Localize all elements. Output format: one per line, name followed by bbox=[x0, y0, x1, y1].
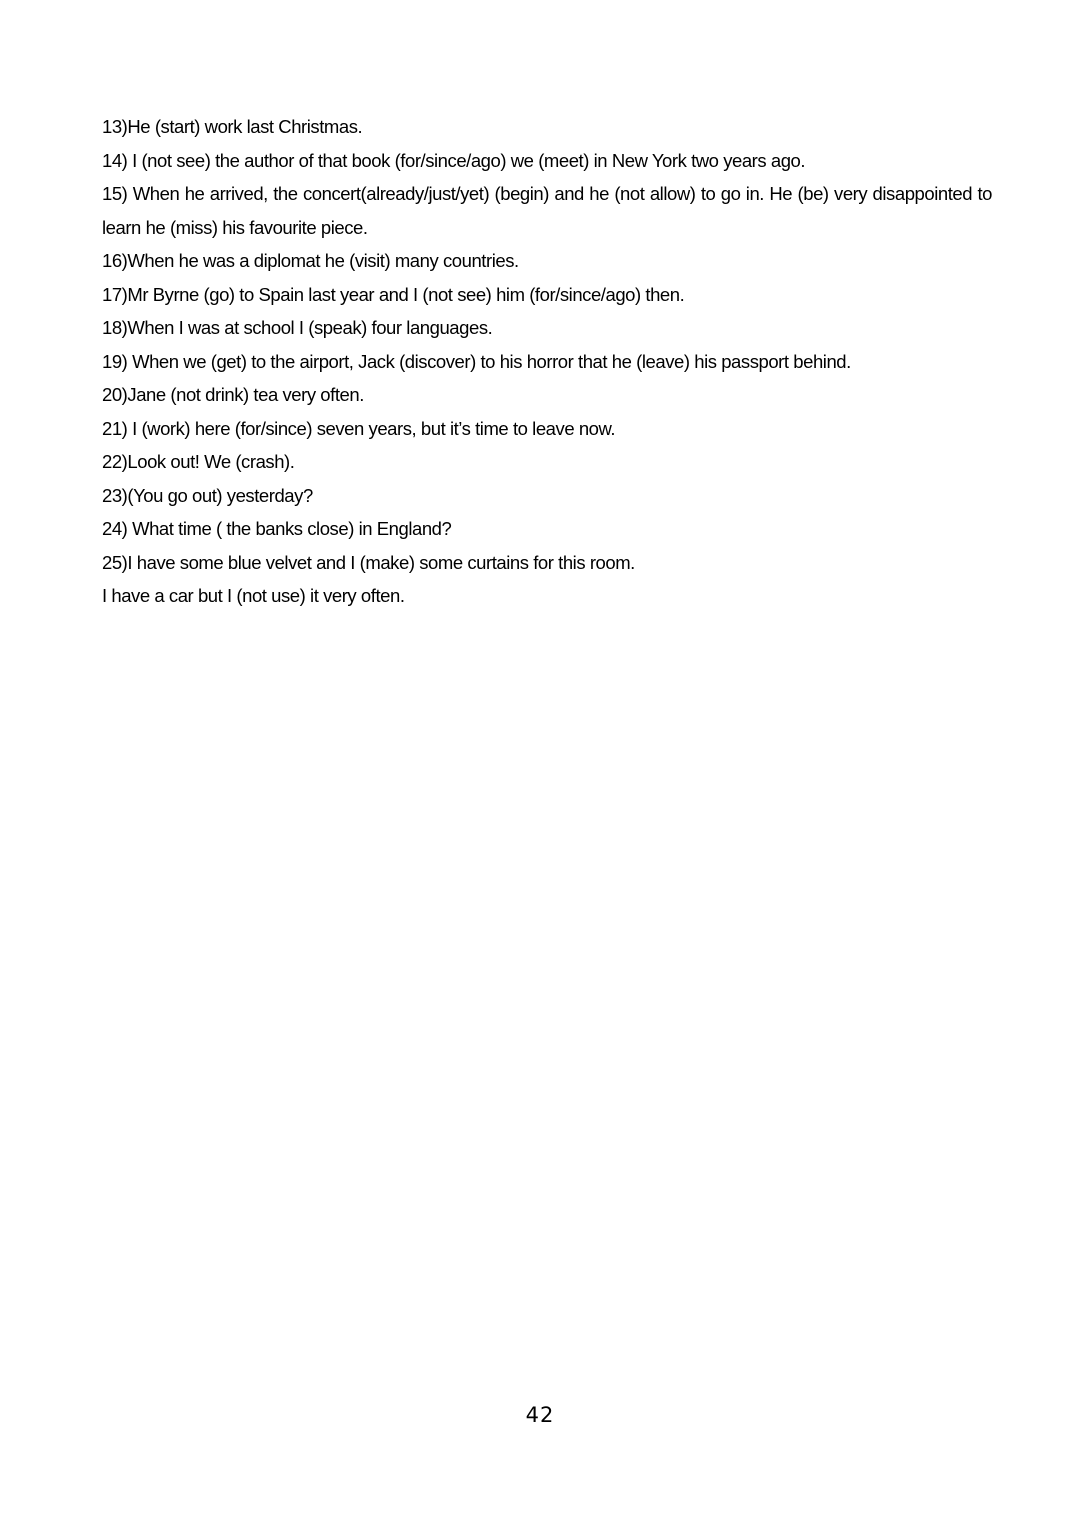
exercise-item-14: 14) I (not see) the author of that book (for/since/ago) we (meet) in New York two years ago. bbox=[102, 149, 806, 171]
exercise-item-21: 21) I (work) here (for/since) seven years, but it’s time to leave now. bbox=[102, 417, 616, 439]
exercise-item-23: 23)(You go out) yesterday? bbox=[102, 484, 313, 506]
exercise-item-17: 17)Mr Byrne (go) to Spain last year and I (not see) him (for/since/ago) then. bbox=[102, 283, 685, 305]
exercise-item-16: 16)When he was a diplomat he (visit) many countries. bbox=[102, 250, 519, 271]
exercise-item-20: 20)Jane (not drink) tea very often. bbox=[102, 384, 364, 405]
page-number: 42 bbox=[525, 1403, 555, 1427]
exercise-text bbox=[102, 110, 992, 613]
exercise-item-24: 24) What time ( the banks close) in England? bbox=[102, 518, 452, 539]
exercise-item-22: 22)Look out! We (crash). bbox=[102, 451, 295, 472]
exercise-item-13: 13)He (start) work last Christmas. bbox=[102, 116, 363, 137]
exercise-item-25: 25)I have some blue velvet and I (make) some curtains for this room. bbox=[102, 551, 635, 573]
exercise-item-18: 18)When I was at school I (speak) four languages. bbox=[102, 317, 493, 338]
exercise-item-extra: I have a car but I (not use) it very often. bbox=[102, 585, 405, 606]
exercise-item-15: 15) When he arrived, the concert(already/just/yet) (begin) and he (not allow) to go in. He (be) very disappointed to learn he (miss) his favourite piece. bbox=[102, 183, 992, 238]
exercise-item-19: 19) When we (get) to the airport, Jack (discover) to his horror that he (leave) his passport behind. bbox=[102, 350, 851, 372]
